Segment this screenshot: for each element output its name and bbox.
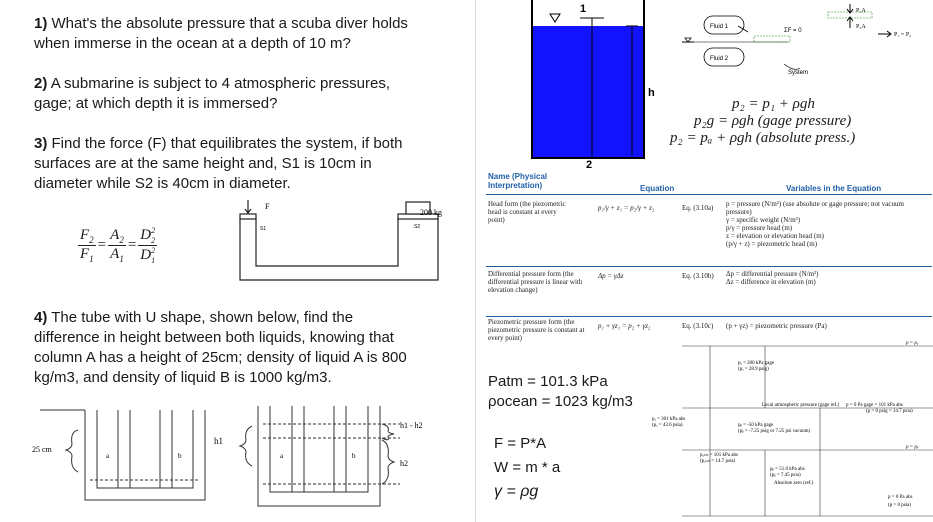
question-text: when immerse in the ocean at a depth of 10 m? <box>34 35 351 52</box>
pressure-scale-diagram <box>640 340 933 522</box>
equation-line: p₂g = ρgh (gage pressure) <box>694 113 852 129</box>
p2a-label: P₂A <box>856 24 866 30</box>
table-row-1-equation: p₁/γ + z₁ = p₂/γ + z₂ <box>598 204 655 212</box>
hydrostatic-equation-table <box>486 172 932 348</box>
pa-abs-label: pₐ = 301 kPa abs <box>652 417 686 422</box>
force-equation: F = P*A <box>494 435 547 452</box>
pb-vacuum-label: (pᵦ = -7.25 psig or 7.25 psi vacuum) <box>738 429 811 434</box>
table-header-equation: Equation <box>640 184 675 193</box>
variable-item: p = pressure (N/m²) (use absolute or gage pressure; not vacuum pressure) <box>726 200 904 216</box>
system-label: System <box>788 70 809 76</box>
p-equals-pa-label: p = pₐ <box>906 341 919 346</box>
question-text: What's the absolute pressure that a scuba diver holds <box>51 15 408 32</box>
liquid-a-label: a <box>106 452 110 460</box>
question-text: The tube with U shape, shown below, find the <box>51 309 354 326</box>
fluid-system-diagram <box>676 2 933 92</box>
h1-minus-h2-label: h1 - h2 <box>400 421 423 430</box>
table-row-2-name: Differential pressure form (the differential pressure is linear with elevation change) <box>488 270 583 294</box>
p1a-label: P₁A <box>856 8 866 14</box>
variable-item: (p + γz) = piezometric pressure (Pa) <box>726 322 827 330</box>
column-divider <box>475 0 476 522</box>
u-tube-diagrams <box>30 396 470 518</box>
table-row-3-equation: p₁ + γz₁ = p₂ + γz₂ <box>598 322 651 330</box>
height-label: 25 cm <box>32 445 52 454</box>
liquid-b2-label: b <box>352 452 356 460</box>
local-atm-psi: (p = 0 psig = 14.7 psia) <box>866 409 913 414</box>
zero-pa-label: p = 0 Pa abs <box>888 495 913 500</box>
force-label: F <box>265 202 270 211</box>
fluid-2-label: Fluid 2 <box>710 56 729 62</box>
constants-block <box>488 372 633 412</box>
question-number: 3) <box>34 135 48 152</box>
question-text: A submarine is subject to 4 atmospheric pressures, <box>50 75 391 92</box>
local-atm-label: Local atmospheric pressure (gage ref.) <box>762 403 840 408</box>
question-2 <box>34 74 454 114</box>
p1-equals-p2-label: P₁ = P₂ <box>894 32 912 38</box>
local-atm-values: p = 0 Pa gage = 101 kPa abs <box>846 403 903 408</box>
question-text: kg/m3, and density of liquid B is 1000 kg/m3. <box>34 369 332 386</box>
zero-psia-label: (p = 0 psia) <box>888 503 911 508</box>
table-row-2-vars <box>726 270 931 286</box>
question-number: 2) <box>34 75 48 92</box>
s1-label: S1 <box>260 226 267 232</box>
liquid-a2-label: a <box>280 452 284 460</box>
variable-item: Δz = difference in elevation (m) <box>726 278 816 286</box>
pa-gage-label: pₐ = 200 kPa gage <box>738 361 775 366</box>
question-1 <box>34 14 454 54</box>
fluid-1-label: Fluid 1 <box>710 24 729 30</box>
question-text: gage; at which depth it is immersed? <box>34 95 278 112</box>
patm-psia-label: (pₐₜₘ = 14.7 psia) <box>700 459 736 464</box>
question-text: surfaces are at the same height and, S1 is 10cm in <box>34 155 372 172</box>
table-rule <box>486 266 932 267</box>
table-header-variables: Variables in the Equation <box>786 184 882 193</box>
hydraulic-press-diagram <box>210 196 460 306</box>
tank-diagram <box>520 0 660 172</box>
absolute-zero-label: Absolute zero (ref.) <box>774 481 814 486</box>
ocean-density: ρocean = 1023 kg/m3 <box>488 393 633 410</box>
point-2-label: 2 <box>586 159 593 171</box>
question-text: column A has a height of 25cm; density of liquid A is 800 <box>34 349 407 366</box>
force-equations <box>494 432 560 504</box>
equation-line: p₂ = p₁ + ρgh <box>732 96 815 112</box>
table-header-name: Name (Physical Interpretation) <box>488 172 548 190</box>
patm-abs-label: pₐₜₘ = 101 kPa abs <box>700 453 738 458</box>
table-rule <box>486 194 932 195</box>
pressure-equations <box>666 96 931 147</box>
question-number: 4) <box>34 309 48 326</box>
question-number: 1) <box>34 15 48 32</box>
table-row-1-ref: Eq. (3.10a) <box>682 204 714 212</box>
weight-equation: W = m * a <box>494 459 561 476</box>
p-equals-pb-label: p = pᵦ <box>906 445 919 450</box>
variable-item: z = elevation or elevation head (m) <box>726 232 825 240</box>
variable-item: (p/γ + z) = piezometric head (m) <box>726 240 818 248</box>
pb-gage-label: pᵦ = -50 kPa gage <box>738 423 774 428</box>
question-4 <box>34 308 454 388</box>
h2-label: h2 <box>400 459 408 468</box>
specific-weight-equation: γ = ρg <box>494 483 539 500</box>
variable-item: p/γ = pressure head (m) <box>726 224 793 232</box>
variable-item: Δp = differential pressure (N/m²) <box>726 270 819 278</box>
table-row-1-name: Head form (the piezometric head is constant at every point) <box>488 200 566 224</box>
liquid-b-label: b <box>178 452 182 460</box>
question-text: diameter while S2 is 40cm in diameter. <box>34 175 291 192</box>
h1-label: h1 <box>214 436 223 446</box>
weight-label: 200 kg <box>420 208 442 217</box>
pa-psig-label: (pₐ = 28.9 psig) <box>738 367 769 372</box>
pb-psia-label: (pᵦ = 7.45 psia) <box>770 473 801 478</box>
equation-line: p₂ = pₐ + ρgh (absolute press.) <box>670 130 856 146</box>
table-row-3-vars <box>726 322 931 330</box>
table-row-2-ref: Eq. (3.10b) <box>682 272 714 280</box>
s2-label: S2 <box>414 224 421 230</box>
depth-h-label: h <box>648 87 655 99</box>
question-text: difference in height between both liquids, knowing that <box>34 329 394 346</box>
question-text: Find the force (F) that equilibrates the system, if both <box>51 135 403 152</box>
table-row-3-ref: Eq. (3.10c) <box>682 322 714 330</box>
variable-item: γ = specific weight (N/m³) <box>726 216 801 224</box>
area-ratio-formula: $\frac{F_2}{F_1}$ = $\frac{A_2}{A_1}$ = $\frac{D^2_2}{D^2_1}$ <box>80 226 156 265</box>
sum-force-label: ΣF = 0 <box>784 28 802 34</box>
table-row-2-equation: Δp = γΔz <box>598 272 624 280</box>
point-1-label: 1 <box>580 3 587 15</box>
table-row-1-vars <box>726 200 931 248</box>
atm-pressure: Patm = 101.3 kPa <box>488 373 608 390</box>
question-3 <box>34 134 454 194</box>
pb-abs-label: pᵦ = 51.0 kPa abs <box>770 467 805 472</box>
pa-psia-label: (pₐ = 43.6 psia) <box>652 423 683 428</box>
table-row-3-name: Piezometric pressure form (the piezometric pressure is constant at every point) <box>488 318 585 342</box>
table-rule <box>486 316 932 317</box>
